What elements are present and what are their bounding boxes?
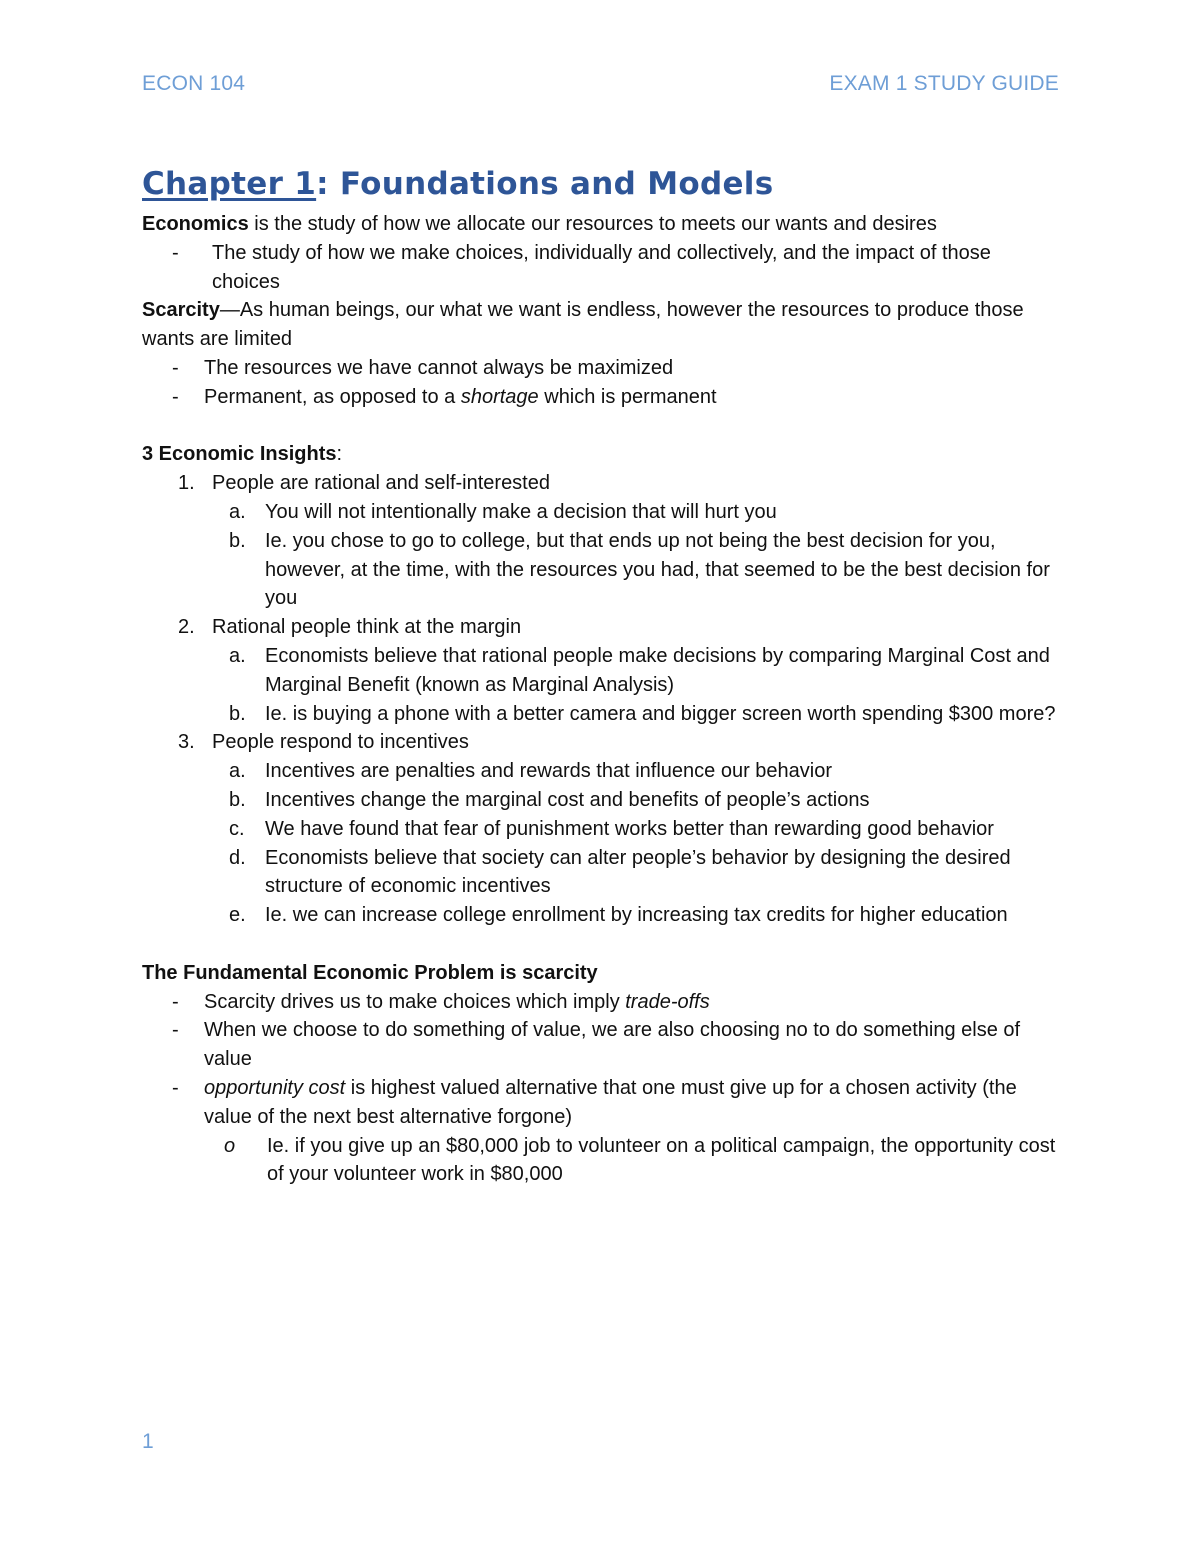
list-item: b. Ie. you chose to go to college, but that ends up not being the best decision for you, however, at the time, with the resources you had, that seemed to be the best decision for you: [229, 529, 1050, 610]
list-item: b. Ie. is buying a phone with a better camera and bigger screen worth spending $300 more?: [229, 702, 1056, 725]
dash-marker: -: [172, 241, 179, 264]
list-item: 2. Rational people think at the margin: [178, 616, 522, 639]
list-item: 1. People are rational and self-interested: [178, 472, 550, 495]
dash-marker: -: [172, 1019, 179, 1042]
page-number: 1: [142, 1430, 154, 1453]
scarcity-definition: Scarcity—As human beings, our what we want is endless, however the resources to produce those wants are limited: [142, 299, 1024, 351]
economics-definition: Economics is the study of how we allocate our resources to meets our wants and desires: [142, 213, 937, 235]
list-item: a. Economists believe that rational people make decisions by comparing Marginal Cost and Marginal Benefit (known as Marginal Analysis): [229, 644, 1050, 696]
page-title: [142, 164, 1062, 204]
header-doc-title: EXAM 1 STUDY GUIDE: [829, 72, 1059, 95]
header-course: ECON 104: [142, 72, 246, 95]
list-item: - The study of how we make choices, individually and collectively, and the impact of those choices: [142, 239, 1062, 297]
dash-marker: -: [172, 990, 179, 1013]
fundamental-heading: The Fundamental Economic Problem is scarcity: [142, 961, 598, 984]
economics-term: Economics: [142, 213, 249, 235]
dash-marker: -: [172, 1076, 179, 1099]
list-item: d. Economists believe that society can alter people’s behavior by designing the desired structure of economic incentives: [229, 846, 1011, 898]
list-item: 3. People respond to incentives: [178, 731, 469, 754]
list-item: e. Ie. we can increase college enrollment by increasing tax credits for higher education: [229, 904, 1008, 927]
chapter-title: : Foundations and Models: [316, 166, 774, 202]
list-item: o Ie. if you give up an $80,000 job to volunteer on a political campaign, the opportunity cost of your volunteer work in $80,000: [142, 1132, 1062, 1190]
insights-heading: 3 Economic Insights:: [142, 443, 343, 466]
list-item: a. You will not intentionally make a decision that will hurt you: [229, 500, 777, 523]
list-item: - The resources we have cannot always be maximized: [142, 354, 1062, 383]
list-item: - opportunity cost is highest valued alternative that one must give up for a chosen activity (the value of the next best alternative forgone): [142, 1074, 1062, 1132]
list-item: b. Incentives change the marginal cost and benefits of people’s actions: [229, 788, 870, 811]
scarcity-term: Scarcity: [142, 299, 220, 322]
list-item: a. Incentives are penalties and rewards that influence our behavior: [229, 760, 833, 783]
dash-marker: -: [172, 385, 179, 408]
list-item: - Scarcity drives us to make choices which imply trade-offs: [142, 988, 1062, 1017]
list-item: - When we choose to do something of value, we are also choosing no to do something else of value: [142, 1016, 1062, 1074]
circle-bullet-marker: o: [224, 1134, 236, 1157]
chapter-label: Chapter 1: [142, 166, 317, 202]
list-item: - Permanent, as opposed to a shortage which is permanent: [142, 383, 1062, 412]
document-body: [142, 164, 1062, 1189]
list-item: c. We have found that fear of punishment works better than rewarding good behavior: [229, 817, 994, 840]
dash-marker: -: [172, 356, 179, 379]
